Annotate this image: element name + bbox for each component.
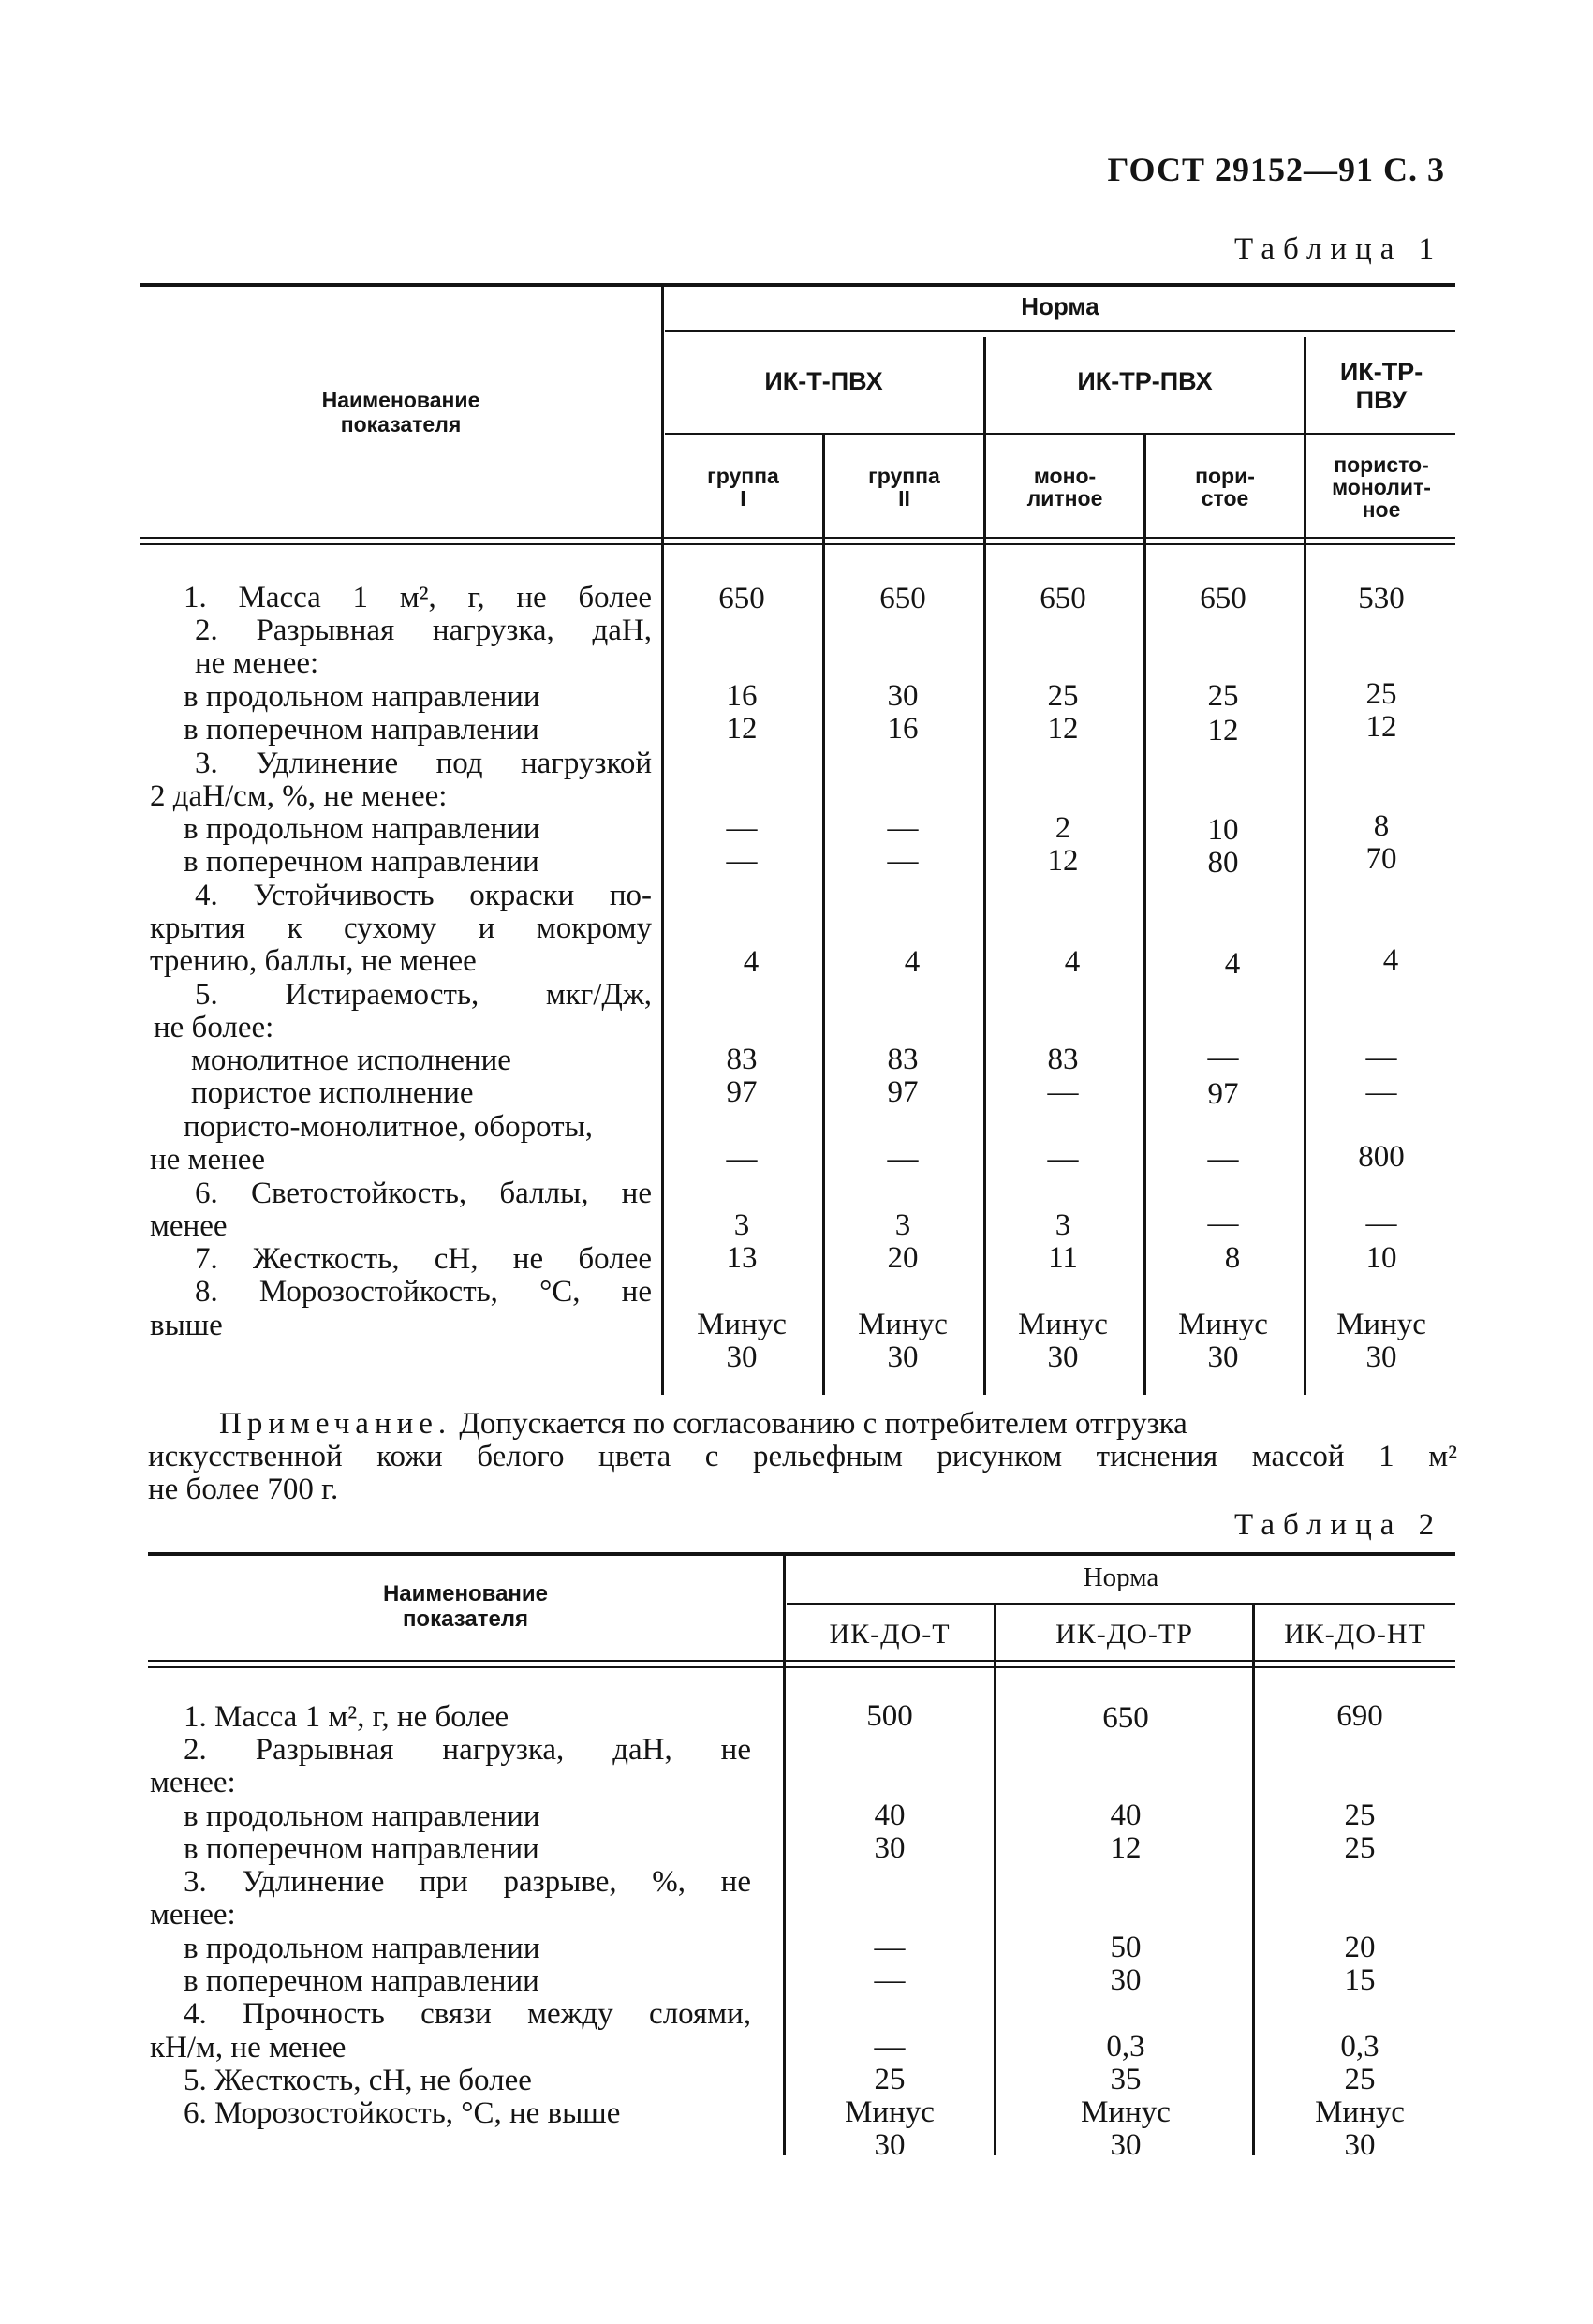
sub-line: литное <box>1026 486 1103 511</box>
note-line-2: искусственной кожи белого цвета с рельефным рисунком тиснения массой 1 м² <box>148 1440 1457 1473</box>
t1-line: в продольном направлении <box>184 680 540 714</box>
t1-cell: Минус <box>1336 1308 1426 1341</box>
table1-product-2: ИК-ТР-ПВХ <box>1077 367 1213 395</box>
table1-sub-5 <box>1306 453 1456 521</box>
t2-line: в поперечном направлении <box>184 1964 539 1998</box>
t1-cell: — <box>1207 1206 1239 1240</box>
table1-sub-3 <box>986 465 1143 510</box>
t1-cell: 16 <box>887 712 919 746</box>
table2-vrule-3 <box>1252 1605 1255 2155</box>
t1-cell: 530 <box>1358 582 1405 615</box>
t1-cell: 12 <box>1047 712 1079 746</box>
t2-line: в продольном направлении <box>184 1799 540 1833</box>
t1-cell: 4 <box>1224 947 1241 981</box>
t1-cell: 97 <box>726 1075 758 1109</box>
note-line-1 <box>219 1407 1457 1442</box>
table1-norma-rule <box>665 330 1455 332</box>
t2-cell: Минус <box>845 2095 935 2129</box>
table2-product-3: ИК-ДО-НТ <box>1284 1619 1426 1650</box>
t1-cell: 10 <box>1365 1241 1397 1275</box>
t1-cell: 83 <box>1047 1043 1079 1076</box>
name-header-line: Наименование <box>321 388 480 412</box>
t2-cell: 0,3 <box>1106 2030 1145 2064</box>
table1-header-rule-a <box>140 537 1455 539</box>
t1-cell: — <box>887 811 919 845</box>
t1-cell: Минус <box>697 1308 787 1341</box>
sub-line: стое <box>1201 486 1249 511</box>
t1-line: не менее: <box>195 646 319 680</box>
t1-cell: 12 <box>1365 710 1397 744</box>
t1-cell: 80 <box>1207 846 1239 880</box>
t1-line: 6. Светостойкость, баллы, не <box>195 1177 652 1210</box>
table1-product-3: ИК-ТР- ПВУ <box>1339 358 1423 414</box>
sub-line: моно- <box>1033 464 1097 488</box>
t1-cell: 30 <box>887 679 919 713</box>
table2-product-2: ИК-ДО-ТР <box>1055 1619 1193 1650</box>
t1-cell: 800 <box>1358 1140 1405 1174</box>
t1-cell: 10 <box>1207 813 1239 847</box>
t1-cell: Минус <box>858 1308 948 1341</box>
table1-label: Таблица 1 <box>1234 232 1443 266</box>
t2-cell: 35 <box>1110 2063 1142 2096</box>
table1-sub-2 <box>825 465 983 510</box>
t1-cell: — <box>726 844 758 878</box>
t2-cell: 25 <box>1344 1799 1376 1832</box>
t1-cell: 30 <box>726 1340 758 1374</box>
t1-line: 5. Истираемость, мкг/Дж, <box>195 978 652 1012</box>
t1-cell: — <box>1207 1041 1239 1074</box>
t1-cell: — <box>726 1142 758 1176</box>
sub-line: II <box>898 486 910 511</box>
table1-sub-4 <box>1146 465 1304 510</box>
t2-cell: — <box>874 1963 906 1997</box>
name-header-line: показателя <box>402 1606 529 1632</box>
t1-cell: 12 <box>726 712 758 746</box>
t1-cell: — <box>1047 1075 1079 1109</box>
t1-line: 2 даН/см, %, не менее: <box>150 779 448 813</box>
table1-vrule-1 <box>661 287 664 1395</box>
t1-cell: Минус <box>1178 1308 1268 1341</box>
t2-cell: 30 <box>1110 1963 1142 1997</box>
t2-cell: 15 <box>1344 1963 1376 1997</box>
t2-line: 1. Масса 1 м², г, не более <box>184 1700 509 1734</box>
t1-cell: — <box>1365 1075 1397 1109</box>
t1-cell: 8 <box>1224 1241 1241 1275</box>
t2-cell: 40 <box>1110 1799 1142 1832</box>
t1-cell: 97 <box>887 1075 919 1109</box>
table2-header-rule-a <box>148 1660 1455 1662</box>
t1-cell: 8 <box>1373 809 1390 843</box>
table1-norma-header: Норма <box>1021 292 1099 320</box>
t1-cell: 30 <box>887 1340 919 1374</box>
note-text: Допускается по согласованию с потребителем отгрузка <box>459 1407 1187 1441</box>
t1-cell: 12 <box>1047 844 1079 878</box>
t1-cell: — <box>1047 1142 1079 1176</box>
t1-cell: 3 <box>894 1208 911 1242</box>
t1-cell: 30 <box>1047 1340 1079 1374</box>
t2-line: 3. Удлинение при разрыве, %, не <box>184 1865 751 1899</box>
t2-cell: 12 <box>1110 1831 1142 1865</box>
t1-cell: 650 <box>1200 582 1246 615</box>
t1-cell: 650 <box>879 582 926 615</box>
t1-line: крытия к сухому и мокрому <box>150 911 652 945</box>
sub-line: ное <box>1362 497 1401 522</box>
table1-sub-1 <box>664 465 822 510</box>
t1-line: трению, баллы, не менее <box>150 944 477 978</box>
t2-cell: — <box>874 1931 906 1964</box>
sub-line: пори- <box>1195 464 1255 488</box>
t1-cell: 12 <box>1207 714 1239 748</box>
t1-line: 8. Морозостойкость, °С, не <box>195 1275 652 1309</box>
t1-cell: 3 <box>733 1208 750 1242</box>
sub-line: пористо- <box>1334 452 1429 477</box>
t1-cell: 3 <box>1055 1208 1071 1242</box>
t2-cell: 690 <box>1336 1699 1383 1733</box>
table1-vrule-4 <box>1143 435 1146 1395</box>
t1-cell: 25 <box>1207 679 1239 713</box>
t2-line: 6. Морозостойкость, °С, не выше <box>184 2096 621 2130</box>
t1-line: менее <box>150 1209 228 1243</box>
t1-line: монолитное исполнение <box>191 1044 511 1077</box>
t1-cell: 97 <box>1207 1077 1239 1111</box>
t2-cell: 40 <box>874 1799 906 1832</box>
t1-cell: 25 <box>1365 677 1397 711</box>
t1-line: 1. Масса 1 м², г, не более <box>184 581 652 614</box>
note-lead: Примечание. <box>219 1407 452 1441</box>
t1-cell: — <box>887 1142 919 1176</box>
t1-cell: — <box>726 811 758 845</box>
t2-cell: Минус <box>1315 2095 1405 2129</box>
t2-cell: 25 <box>874 2063 906 2096</box>
note-line-3: не более 700 г. <box>148 1473 339 1506</box>
t2-line: 2. Разрывная нагрузка, даН, не <box>184 1733 751 1767</box>
name-header-line: Наименование <box>382 1581 549 1606</box>
t1-line: не более: <box>154 1011 274 1044</box>
table2-norma-header: Норма <box>1083 1562 1159 1592</box>
t1-line: пористо-монолитное, обороты, <box>184 1110 594 1144</box>
t2-line: кН/м, не менее <box>150 2031 347 2065</box>
t1-cell: — <box>1207 1142 1239 1176</box>
t2-cell: 30 <box>874 1831 906 1865</box>
name-header-line: показателя <box>340 412 462 437</box>
t2-line: менее: <box>150 1898 236 1932</box>
t1-cell: 650 <box>1040 582 1086 615</box>
t1-cell: 25 <box>1047 679 1079 713</box>
t1-line: не менее <box>150 1143 266 1177</box>
t1-line: выше <box>150 1309 223 1342</box>
t2-cell: 30 <box>1110 2128 1142 2162</box>
t2-line: 5. Жесткость, сН, не более <box>184 2064 532 2097</box>
sub-line: группа <box>868 464 940 488</box>
t1-line: 7. Жесткость, сН, не более <box>195 1242 652 1276</box>
t2-cell: Минус <box>1081 2095 1171 2129</box>
table1-name-header <box>140 388 661 437</box>
t1-line: в поперечном направлении <box>184 713 539 747</box>
t1-line: 4. Устойчивость окраски по- <box>195 879 652 912</box>
table2-vrule-2 <box>994 1605 996 2155</box>
table1-header-rule-b <box>140 543 1455 545</box>
t2-line: в поперечном направлении <box>184 1832 539 1866</box>
t1-cell: 650 <box>718 582 765 615</box>
t2-cell: 20 <box>1344 1931 1376 1964</box>
t2-cell: 25 <box>1344 1831 1376 1865</box>
t1-cell: 30 <box>1365 1340 1397 1374</box>
t2-cell: 650 <box>1102 1701 1149 1735</box>
t1-line: пористое исполнение <box>191 1076 474 1110</box>
t2-cell: 30 <box>874 2128 906 2162</box>
t1-cell: 2 <box>1055 811 1071 845</box>
t1-cell: 16 <box>726 679 758 713</box>
t2-cell: 50 <box>1110 1931 1142 1964</box>
sub-line: монолит- <box>1332 475 1431 499</box>
t1-cell: 4 <box>1064 945 1081 979</box>
t1-cell: 4 <box>1382 943 1399 977</box>
page-header: ГОСТ 29152—91 С. 3 <box>1107 151 1445 188</box>
t1-cell: 83 <box>887 1043 919 1076</box>
t1-cell: 11 <box>1048 1241 1078 1275</box>
t1-cell: 4 <box>743 945 760 979</box>
t1-cell: 30 <box>1207 1340 1239 1374</box>
t2-cell: 30 <box>1344 2128 1376 2162</box>
sub-line: I <box>740 486 746 511</box>
t1-cell: 20 <box>887 1241 919 1275</box>
t1-line: в продольном направлении <box>184 812 540 846</box>
t1-cell: — <box>1365 1206 1397 1240</box>
t1-cell: — <box>1365 1041 1397 1074</box>
t1-line: в поперечном направлении <box>184 845 539 879</box>
t1-cell: 4 <box>904 945 921 979</box>
table1-product-rule <box>665 433 1320 435</box>
t2-line: 4. Прочность связи между слоями, <box>184 1997 751 2031</box>
t1-line: 3. Удлинение под нагрузкой <box>195 747 652 780</box>
t1-cell: — <box>887 844 919 878</box>
table2-product-1: ИК-ДО-Т <box>829 1619 951 1650</box>
t1-cell: 13 <box>726 1241 758 1275</box>
t2-cell: 0,3 <box>1340 2030 1379 2064</box>
table2-top-rule <box>148 1552 1455 1556</box>
table1-product-rule-2 <box>1311 433 1455 435</box>
table2-norma-rule <box>787 1603 1455 1605</box>
t1-cell: Минус <box>1018 1308 1108 1341</box>
table1-top-rule <box>140 283 1455 287</box>
t2-line: в продольном направлении <box>184 1932 540 1965</box>
table2-header-rule-b <box>148 1666 1455 1668</box>
t1-cell: 83 <box>726 1043 758 1076</box>
table1-product-1: ИК-Т-ПВХ <box>764 367 883 395</box>
t2-cell: 500 <box>866 1699 913 1733</box>
t2-cell: 25 <box>1344 2063 1376 2096</box>
table1-vrule-2 <box>822 435 825 1395</box>
sub-line: группа <box>707 464 779 488</box>
t1-cell: 70 <box>1365 842 1397 876</box>
table2-label: Таблица 2 <box>1234 1508 1443 1542</box>
t2-line: менее: <box>150 1766 236 1799</box>
t2-cell: — <box>874 2030 906 2064</box>
t1-line: 2. Разрывная нагрузка, даН, <box>195 614 652 647</box>
table2-name-header <box>148 1581 783 1632</box>
